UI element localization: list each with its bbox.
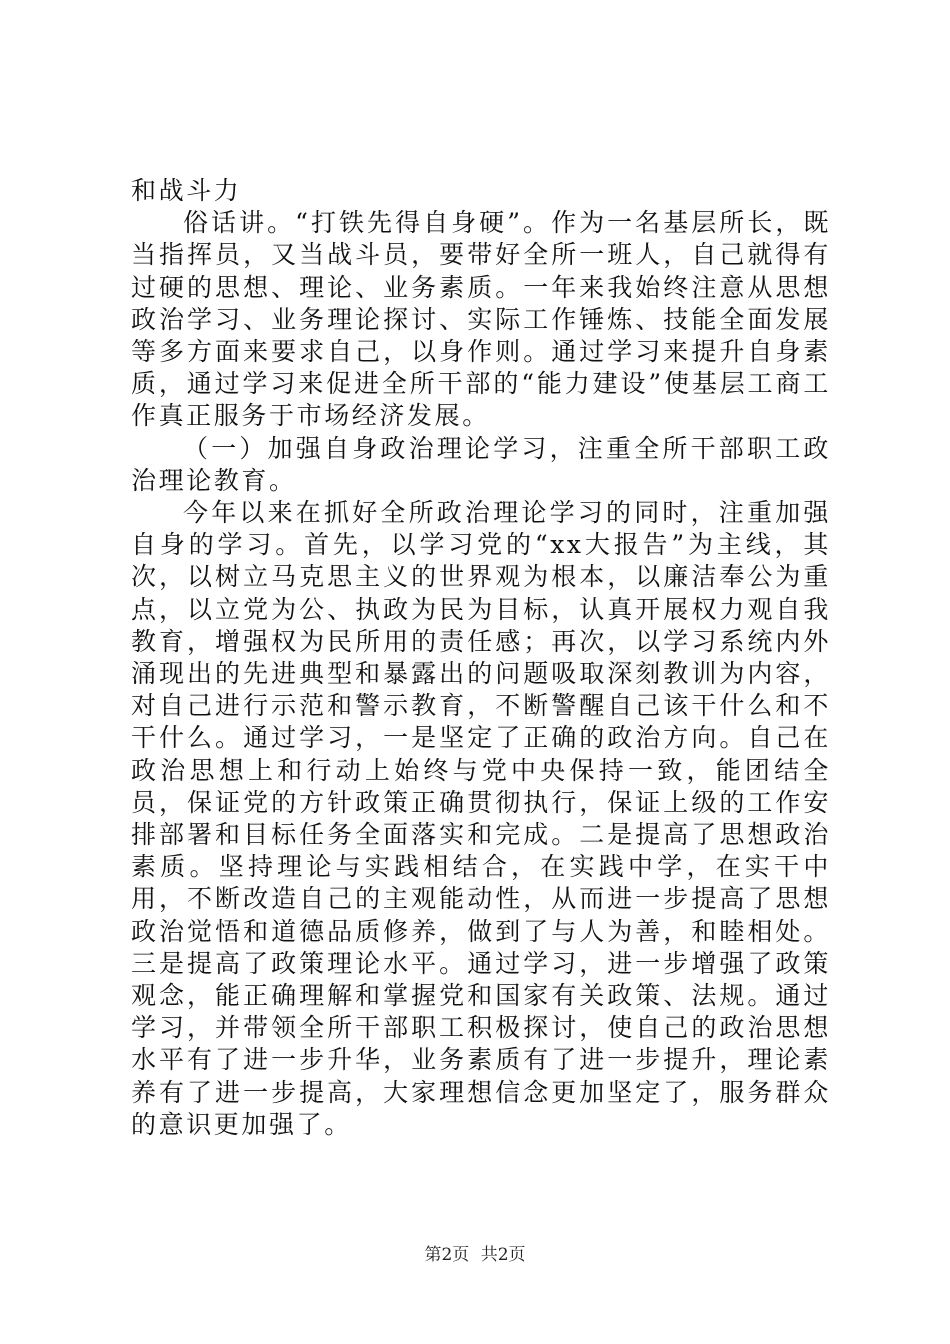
paragraph-study: 今年以来在抓好全所政治理论学习的同时，注重加强自身的学习。首先，以学习党的“xx大报告”为主线，其次，以树立马克思主义的世界观为根本，以廉洁奉公为重点，以立党为公、执政为民为目标，认真开展权力观自我教育，增强权为民所用的责任感；再次，以学习系统内外涌现出的先进典型和暴露出的问题吸取深刻教训为内容，对自己进行示范和警示教育，不断警醒自己该干什么和不干什么。通过学习，一是坚定了正确的政治方向。自己在政治思想上和行动上始终与党中央保持一致，能团结全员，保证党的方针政策正确贯彻执行，保证上级的工作安排部署和目标任务全面落实和完成。二是提高了思想政治素质。坚持理论与实践相结合，在实践中学，在实干中用，不断改造自己的主观能动性，从而进一步提高了思想政治觉悟和道德品质修养，做到了与人为善，和睦相处。三是提高了政策理论水平。通过学习，进一步增强了政策观念，能正确理解和掌握党和国家有关政策、法规。通过学习，并带领全所干部职工积极探讨，使自己的政治思想水平有了进一步升华，业务素质有了进一步提升，理论素养有了进一步提高，大家理想信念更加坚定了，服务群众的意识更加强了。 <box>131 498 831 1139</box>
page-number: 第2页 <box>424 1245 470 1265</box>
section-heading: （一）加强自身政治理论学习，注重全所干部职工政治理论教育。 <box>131 433 831 495</box>
page-footer <box>0 1244 950 1266</box>
paragraph-proverb: 俗话讲。“打铁先得自身硬”。作为一名基层所长，既当指挥员，又当战斗员，要带好全所一班人，自己就得有过硬的思想、理论、业务素质。一年来我始终注意从思想政治学习、业务理论探讨、实际工作锤炼、技能全面发展等多方面来要求自己，以身作则。通过学习来提升自身素质，通过学习来促进全所干部的“能力建设”使基层工商工作真正服务于市场经济发展。 <box>131 208 831 431</box>
paragraph-continuation: 和战斗力 <box>131 176 242 205</box>
page-total: 共2页 <box>480 1245 526 1265</box>
document-body <box>131 175 831 1141</box>
